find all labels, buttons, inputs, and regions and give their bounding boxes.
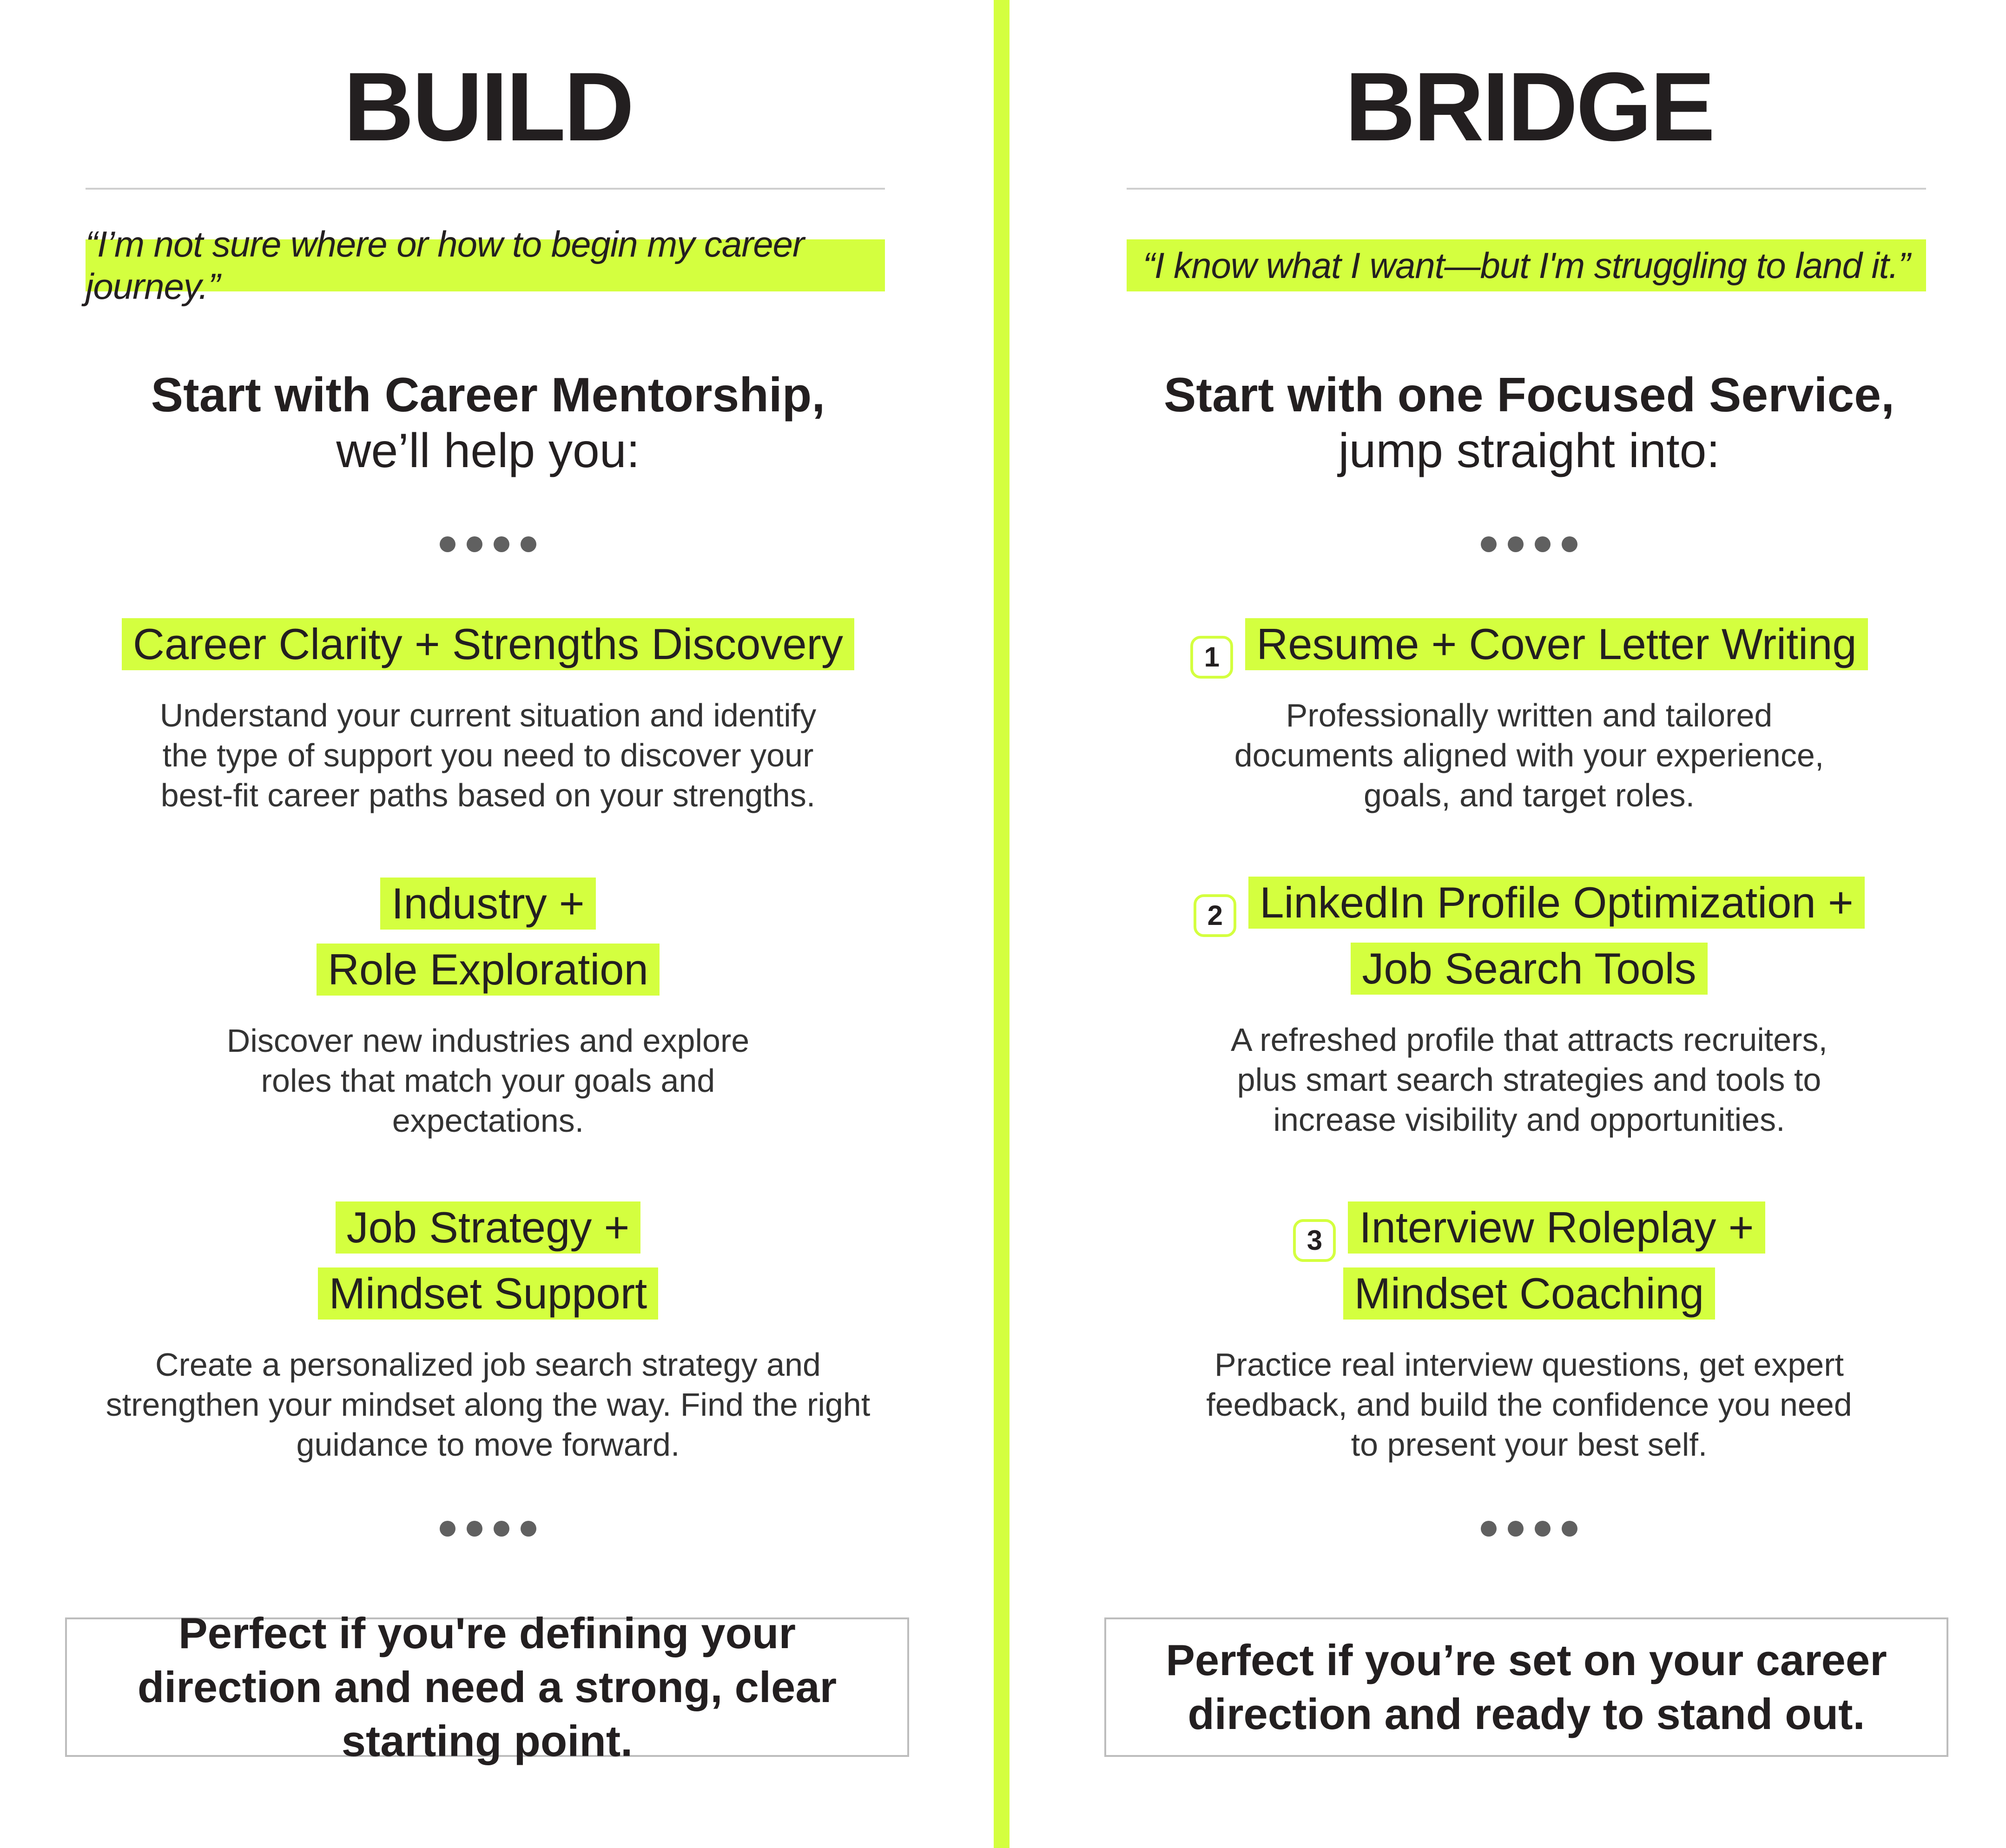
dot-icon <box>1562 1521 1577 1537</box>
bridge-summary-box <box>1104 1617 1948 1757</box>
service-heading: Job Search Tools <box>1351 943 1707 995</box>
bridge-title: BRIDGE <box>1345 52 1714 161</box>
service-heading: Role Exploration <box>317 944 660 996</box>
service-description: A refreshed profile that attracts recruiters, plus smart search strategies and tools to increase visibility and opportunities. <box>1231 1022 1828 1138</box>
build-service-2 <box>46 878 930 1141</box>
bridge-dots-top <box>1088 536 1971 552</box>
dot-icon <box>521 1521 536 1537</box>
service-heading: Industry + <box>380 878 595 930</box>
bridge-service-3 <box>1088 1201 1971 1465</box>
service-description: Practice real interview questions, get expert feedback, and build the confidence you need to present your best self. <box>1206 1346 1852 1463</box>
dot-icon <box>467 536 482 552</box>
bridge-service-2 <box>1088 877 1971 1140</box>
build-lead-bold: Start with Career Mentorship, <box>151 368 825 422</box>
bridge-summary: Perfect if you’re set on your career direction and ready to stand out. <box>1166 1636 1887 1738</box>
number-badge: 1 <box>1190 636 1233 679</box>
service-description: Professionally written and tailored documents aligned with your experience, goals, and target roles. <box>1234 697 1824 813</box>
dot-icon <box>1481 1521 1497 1537</box>
dot-icon <box>440 536 455 552</box>
build-service-3 <box>46 1201 930 1465</box>
service-description: Discover new industries and explore roles that match your goals and expectations. <box>226 1023 750 1139</box>
service-heading: Interview Roleplay + <box>1348 1201 1765 1254</box>
dot-icon <box>1562 536 1577 552</box>
dot-icon <box>1535 1521 1551 1537</box>
dot-icon <box>494 1521 509 1537</box>
dot-icon <box>1508 1521 1524 1537</box>
build-lead <box>46 367 930 479</box>
bridge-column <box>1088 0 1971 1848</box>
service-heading: Mindset Support <box>318 1267 658 1320</box>
build-dots-bottom <box>46 1521 930 1537</box>
build-title: BUILD <box>343 52 633 161</box>
bridge-service-1 <box>1088 618 1971 815</box>
build-service-1 <box>46 618 930 815</box>
service-heading: Job Strategy + <box>336 1201 641 1254</box>
service-heading: Resume + Cover Letter Writing <box>1245 618 1867 670</box>
bridge-title-rule <box>1127 188 1926 190</box>
bridge-quote: “I know what I want—but I'm struggling to land it.” <box>1142 244 1910 286</box>
build-dots-top <box>46 536 930 552</box>
dot-icon <box>1535 536 1551 552</box>
center-divider <box>994 0 1010 1848</box>
service-heading: Career Clarity + Strengths Discovery <box>122 618 854 670</box>
dot-icon <box>440 1521 455 1537</box>
dot-icon <box>1481 536 1497 552</box>
bridge-lead-bold: Start with one Focused Service, <box>1164 368 1894 422</box>
build-summary-box <box>65 1609 909 1765</box>
service-heading: LinkedIn Profile Optimization + <box>1248 877 1865 929</box>
service-description: Create a personalized job search strategy and strengthen your mindset along the way. Find the right guidance to move forward. <box>106 1346 871 1463</box>
build-column <box>46 0 930 1848</box>
number-badge: 2 <box>1194 894 1236 937</box>
build-quote-highlight <box>86 224 885 307</box>
dot-icon <box>494 536 509 552</box>
build-lead-light: we’ll help you: <box>336 424 640 478</box>
build-quote: “I’m not sure where or how to begin my career journey.” <box>86 224 805 307</box>
service-heading: Mindset Coaching <box>1343 1267 1715 1320</box>
build-title-rule <box>86 188 885 190</box>
number-badge: 3 <box>1293 1219 1336 1262</box>
build-summary: Perfect if you're defining your direction and need a strong, clear starting point. <box>137 1609 837 1765</box>
dot-icon <box>521 536 536 552</box>
dot-icon <box>1508 536 1524 552</box>
dot-icon <box>467 1521 482 1537</box>
bridge-dots-bottom <box>1088 1521 1971 1537</box>
bridge-quote-highlight <box>1127 239 1926 291</box>
bridge-lead-light: jump straight into: <box>1338 424 1720 478</box>
bridge-lead <box>1088 367 1971 479</box>
service-description: Understand your current situation and identify the type of support you need to discover your best-fit career paths based on your strengths. <box>159 697 817 813</box>
